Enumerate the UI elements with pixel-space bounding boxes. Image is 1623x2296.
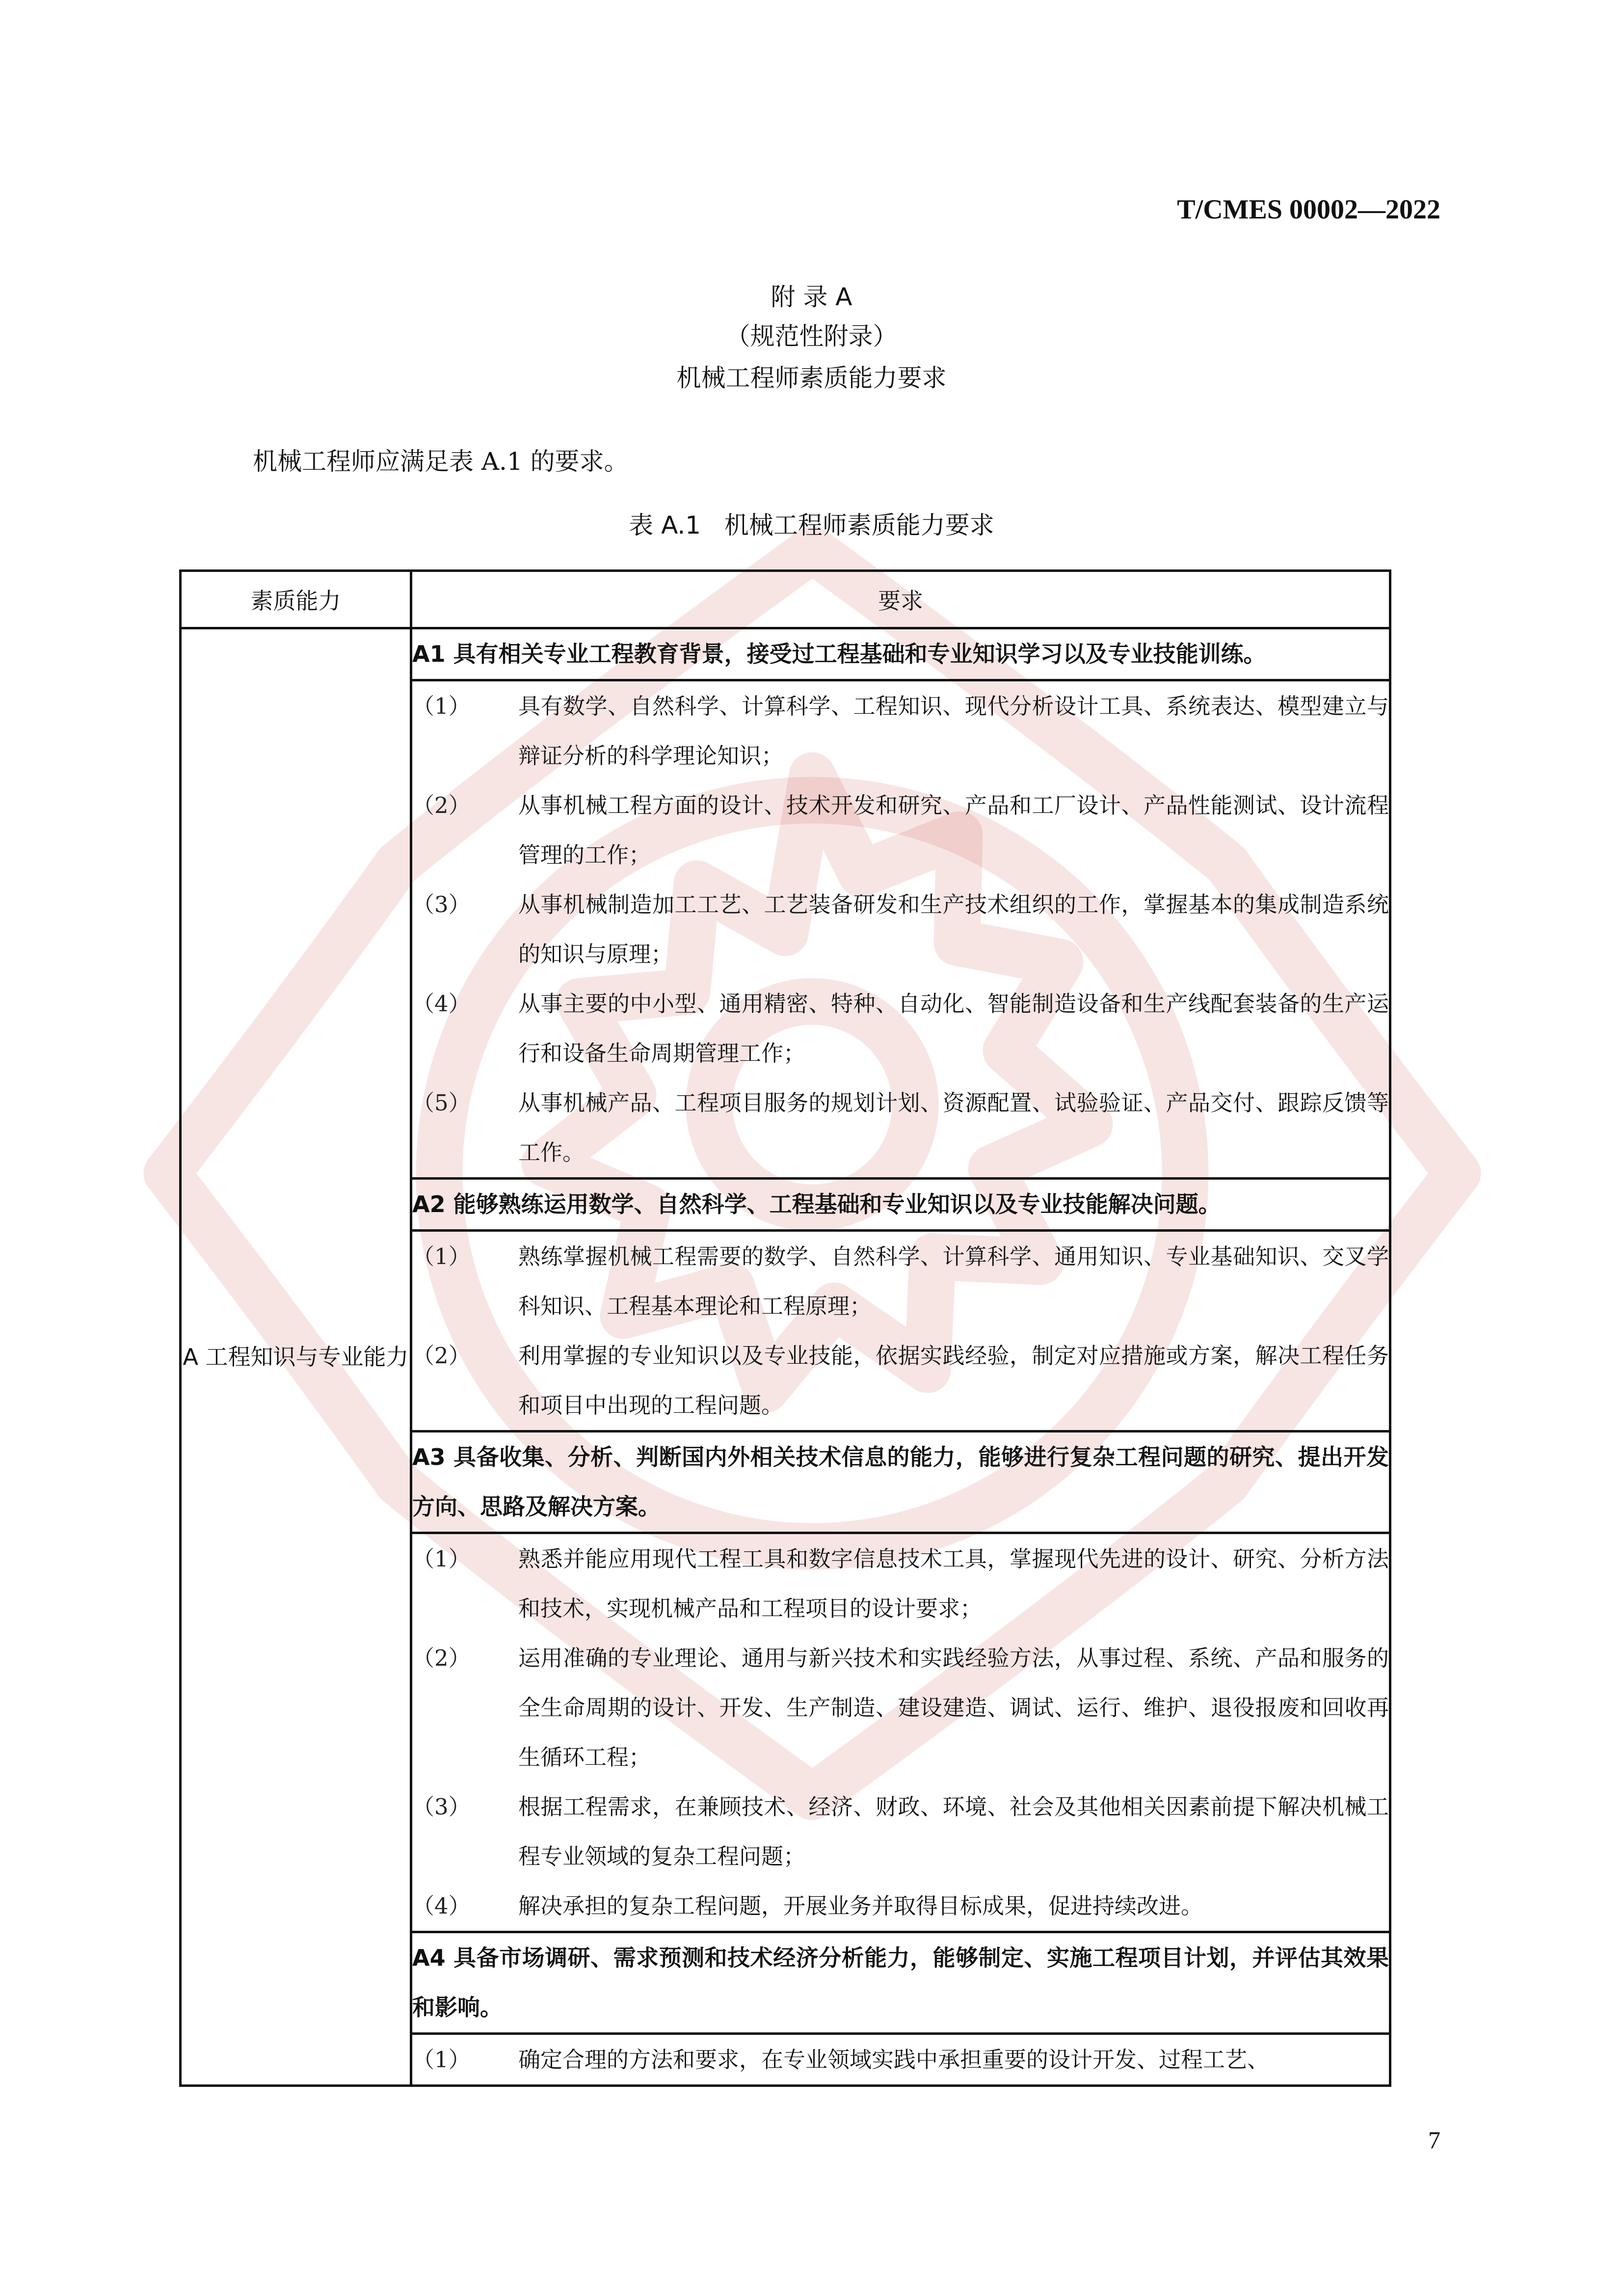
item-text: 具有数学、自然科学、计算科学、工程知识、现代分析设计工具、系统表达、模型建立与辩证分析的科学理论知识； xyxy=(518,693,1389,769)
table-caption: 表 A.1 机械工程师素质能力要求 xyxy=(629,511,994,540)
list-item xyxy=(412,1078,1389,1177)
list-item xyxy=(412,1232,1389,1331)
standard-code: T/CMES 00002—2022 xyxy=(1177,194,1440,225)
category-cell: A 工程知识与专业能力 xyxy=(181,628,411,2086)
item-number: （2） xyxy=(412,1343,471,1369)
item-text: 确定合理的方法和要求，在专业领域实践中承担重要的设计开发、过程工艺、 xyxy=(518,2047,1270,2073)
section-a4-items xyxy=(411,2034,1390,2086)
appendix-subject: 机械工程师素质能力要求 xyxy=(676,364,947,392)
item-number: （1） xyxy=(412,1546,471,1572)
appendix-type: （规范性附录） xyxy=(725,322,898,351)
list-item xyxy=(412,681,1389,781)
list-item xyxy=(412,1782,1389,1881)
list-item xyxy=(412,1331,1389,1430)
intro-text: 机械工程师应满足表 A.1 的要求。 xyxy=(253,447,629,476)
item-number: （1） xyxy=(412,1243,471,1270)
section-a4-heading: A4 具备市场调研、需求预测和技术经济分析能力，能够制定、实施工程项目计划，并评估其效果和影响。 xyxy=(411,1932,1390,2034)
item-text: 从事机械工程方面的设计、技术开发和研究、产品和工厂设计、产品性能测试、设计流程管理的工作； xyxy=(518,792,1389,868)
item-text: 从事机械制造加工工艺、工艺装备研发和生产技术组织的工作，掌握基本的集成制造系统的知识与原理； xyxy=(518,891,1389,967)
page-number: 7 xyxy=(1428,2126,1440,2154)
list-item xyxy=(412,1633,1389,1782)
item-text: 从事机械产品、工程项目服务的规划计划、资源配置、试验验证、产品交付、跟踪反馈等工作。 xyxy=(518,1090,1389,1165)
item-number: （4） xyxy=(412,991,471,1017)
item-number: （3） xyxy=(412,891,471,918)
section-a3-items xyxy=(411,1533,1390,1932)
section-a2-items xyxy=(411,1231,1390,1432)
list-item xyxy=(412,1534,1389,1633)
item-text: 解决承担的复杂工程问题，开展业务并取得目标成果，促进持续改进。 xyxy=(518,1893,1203,1919)
item-text: 利用掌握的专业知识以及专业技能，依据实践经验，制定对应措施或方案，解决工程任务和项目中出现的工程问题。 xyxy=(518,1343,1389,1418)
list-item xyxy=(412,880,1389,979)
item-number: （3） xyxy=(412,1794,471,1820)
item-number: （2） xyxy=(412,1645,471,1671)
item-text: 熟悉并能应用现代工程工具和数字信息技术工具，掌握现代先进的设计、研究、分析方法和技术，实现机械产品和工程项目的设计要求； xyxy=(518,1546,1389,1621)
item-number: （4） xyxy=(412,1893,471,1919)
section-a2-heading: A2 能够熟练运用数学、自然科学、工程基础和专业知识以及专业技能解决问题。 xyxy=(411,1179,1390,1231)
item-number: （5） xyxy=(412,1090,471,1116)
item-number: （1） xyxy=(412,693,471,719)
appendix-title: 附 录 A xyxy=(771,283,852,311)
item-text: 运用准确的专业理论、通用与新兴技术和实践经验方法，从事过程、系统、产品和服务的全生命周期的设计、开发、生产制造、建设建造、调试、运行、维护、退役报废和回收再生循环工程； xyxy=(518,1645,1389,1770)
list-item xyxy=(412,2035,1389,2084)
list-item xyxy=(412,781,1389,880)
requirements-table xyxy=(179,569,1391,2087)
section-a1-heading: A1 具有相关专业工程教育背景，接受过工程基础和专业知识学习以及专业技能训练。 xyxy=(411,628,1390,680)
item-number: （2） xyxy=(412,792,471,818)
section-heading-row xyxy=(181,628,1390,680)
table-header-row xyxy=(181,571,1390,628)
item-text: 根据工程需求，在兼顾技术、经济、财政、环境、社会及其他相关因素前提下解决机械工程专业领域的复杂工程问题； xyxy=(518,1794,1389,1869)
section-a1-items xyxy=(411,680,1390,1179)
col-header-requirement: 要求 xyxy=(411,571,1390,628)
list-item xyxy=(412,979,1389,1078)
list-item xyxy=(412,1881,1389,1931)
item-text: 从事主要的中小型、通用精密、特种、自动化、智能制造设备和生产线配套装备的生产运行和设备生命周期管理工作； xyxy=(518,991,1389,1066)
item-text: 熟练掌握机械工程需要的数学、自然科学、计算科学、通用知识、专业基础知识、交叉学科知识、工程基本理论和工程原理； xyxy=(518,1243,1389,1319)
section-a3-heading: A3 具备收集、分析、判断国内外相关技术信息的能力，能够进行复杂工程问题的研究、提出开发方向、思路及解决方案。 xyxy=(411,1432,1390,1533)
item-number: （1） xyxy=(412,2047,471,2073)
col-header-ability: 素质能力 xyxy=(181,571,411,628)
